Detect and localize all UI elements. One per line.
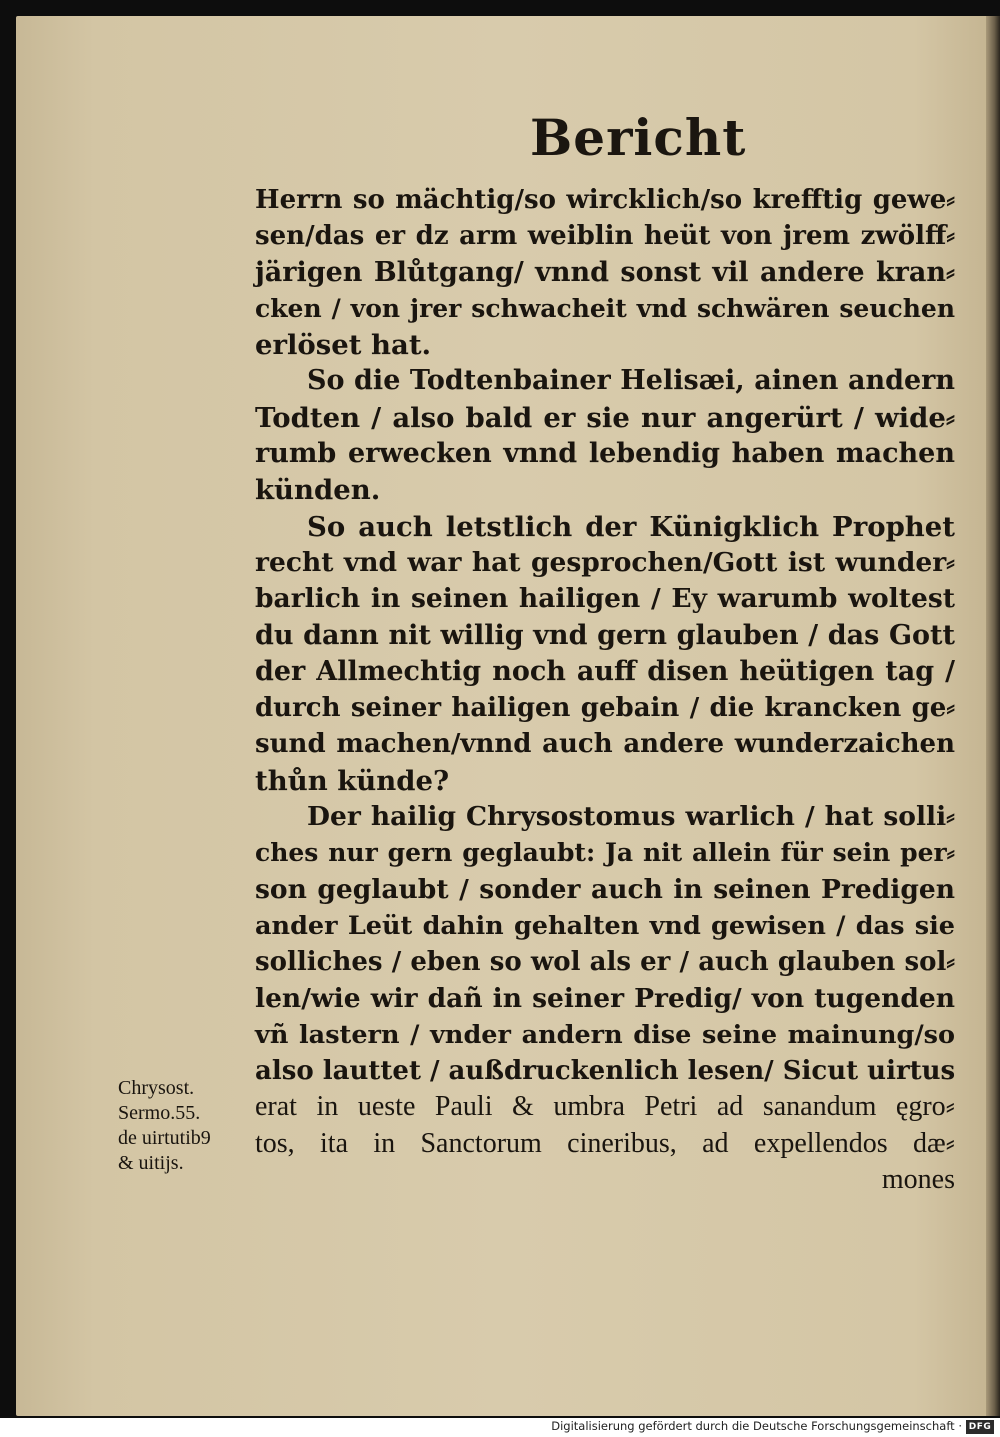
text-line: cken / von jrer schwacheit vnd schwären seuchen (255, 293, 955, 323)
text-line: erat in ueste Pauli & umbra Petri ad sanandum ęgro⸗ (255, 1091, 955, 1123)
marginal-line: de uirtutib9 (118, 1127, 211, 1149)
text-line: Todten / also bald er sie nur angerürt / wide⸗ (255, 401, 955, 434)
dfg-credit: Digitalisierung gefördert durch die Deutsche Forschungsgemeinschaft · (551, 1419, 962, 1433)
text-line: sund machen/vnnd auch andere wunderzaichen (255, 729, 955, 760)
text-line: recht vnd war hat gesprochen/Gott ist wunder⸗ (255, 546, 955, 578)
body-text (255, 182, 955, 1198)
text-line: rumb erwecken vnnd lebendig haben machen (255, 438, 955, 470)
text-line: solliches / eben so wol als er / auch glauben sol⸗ (255, 947, 955, 978)
dfg-logo: DFG (966, 1420, 994, 1434)
text-line: mones (881, 1164, 955, 1196)
text-line: son geglaubt / sonder auch in seinen Predigen (255, 873, 955, 905)
text-line: künden. (255, 474, 381, 507)
text-line: durch seiner hailigen gebain / die krancken ge⸗ (255, 693, 955, 724)
text-line: ander Leüt dahin gehalten vnd gewisen / das sie (255, 910, 955, 941)
text-line: vñ lastern / vnder andern dise seine mainung/so (255, 1019, 955, 1050)
text-line: sen/das er dz arm weiblin heüt von jrem zwölff⸗ (255, 221, 955, 252)
marginal-line: Sermo.55. (118, 1102, 201, 1124)
text-line: Der hailig Chrysostomus warlich / hat solli⸗ (307, 801, 955, 833)
marginal-line: Chrysost. (118, 1077, 195, 1099)
text-line: järigen Blůtgang/ vnnd sonst vil andere kran⸗ (255, 256, 955, 288)
text-line: len/wie wir dañ in seiner Predig/ von tugenden (255, 982, 955, 1014)
text-line: also lauttet / außdruckenlich lesen/ Sicut uirtus (255, 1056, 956, 1087)
text-line: So auch letstlich der Künigklich Prophet (307, 510, 955, 543)
text-line: erlöset hat. (255, 329, 432, 362)
text-line: du dann nit willig vnd gern glauben / das Gott (255, 619, 955, 651)
page-edge (986, 16, 1000, 1416)
text-line: ches nur gern geglaubt: Ja nit allein für sein per⸗ (255, 838, 955, 868)
text-line: So die Todtenbainer Helisæi, ainen andern (307, 365, 955, 397)
marginal-note (118, 1076, 258, 1176)
text-line: Herrn so mächtig/so wircklich/so krefftig gewe⸗ (255, 185, 955, 215)
text-line: thůn künde? (255, 764, 450, 797)
page-heading: Bericht (530, 108, 747, 167)
text-line: tos, ita in Sanctorum cineribus, ad expellendos dæ⸗ (255, 1127, 955, 1159)
text-line: barlich in seinen hailigen / Ey warumb woltest (255, 583, 955, 615)
marginal-line: & uitijs. (118, 1152, 184, 1174)
text-line: der Allmechtig noch auff disen heütigen tag / (255, 655, 955, 687)
